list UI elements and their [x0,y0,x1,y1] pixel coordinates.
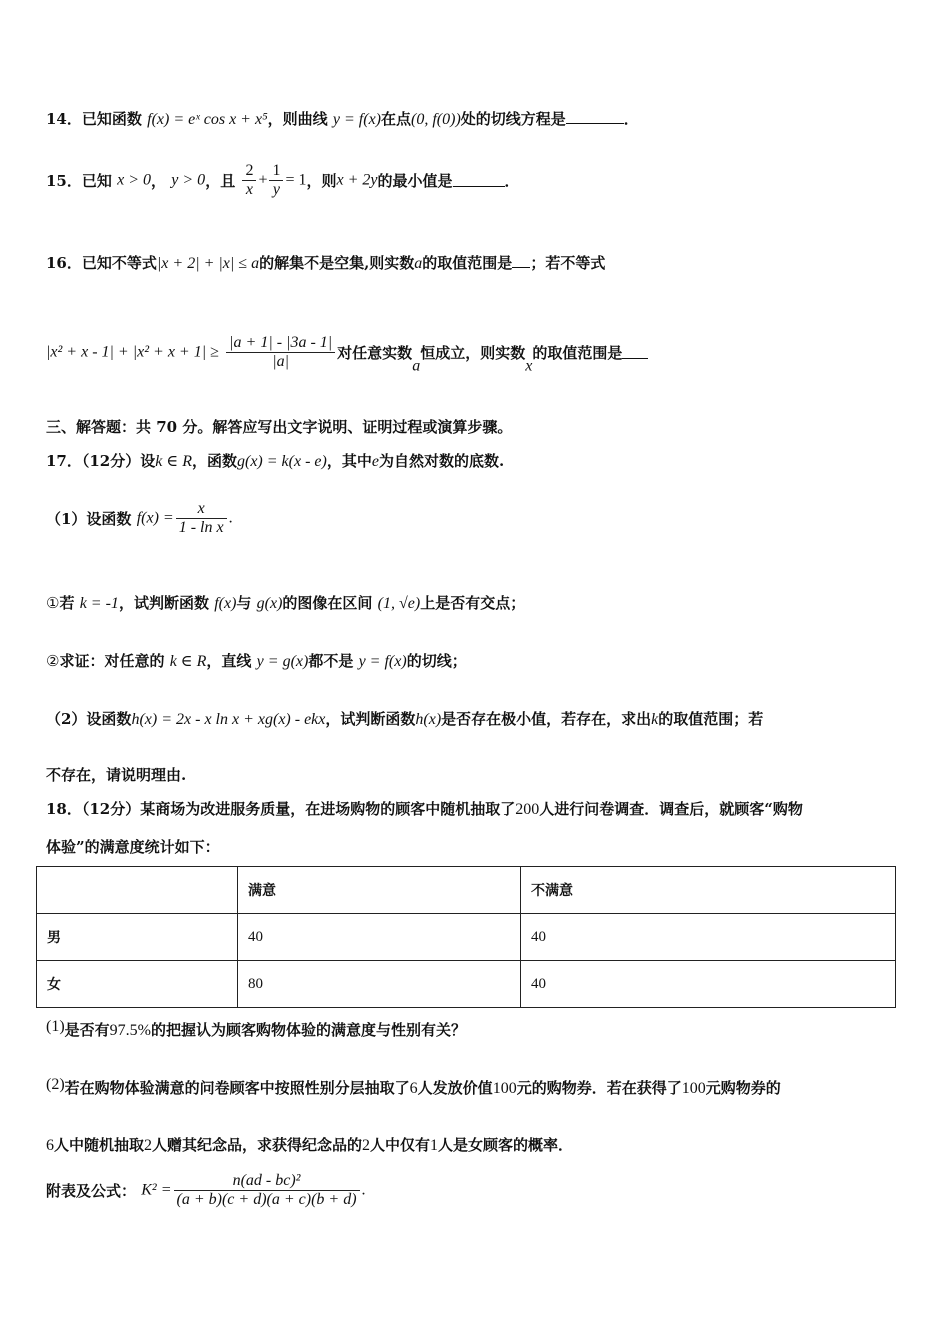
q17-interval: (1, √e) [377,595,421,612]
fraction-numerator: n(ad - bc)² [174,1172,360,1191]
q14-text-1: 已知函数 [81,110,142,128]
q18-sample-size: 200 [515,801,540,818]
q15-fraction-1 [242,162,256,199]
q14-text-4: 处的切线方程是 [460,110,566,128]
q17-gx: g(x) [256,595,283,612]
q17-s1-text-1: 若 [59,594,75,612]
q14-text-2: ，则曲线 [267,110,328,128]
q16-inequality: |x + 2| + |x| ≤ a [156,255,260,272]
q17-hx: h(x) [415,711,442,728]
q17-s2-text-2: ，直线 [206,652,252,670]
formula-lhs: K² = [141,1181,172,1199]
q17-p2-text-3: 的取值范围；若 [658,710,764,728]
q18-p2-text-3: 元的购物券．若在获得了 [516,1079,682,1097]
q18-part-1-label: (1) [46,1018,65,1035]
q15-text-5: 的最小值是 [377,172,453,190]
q17-g-formula: g(x) = k(x - e) [236,453,327,470]
question-16 [46,252,605,273]
q17-sub-1 [46,592,525,613]
q18-part-2-label: (2) [46,1076,65,1093]
table-cell: 女 [37,961,238,1008]
equals-one: = 1 [285,171,307,189]
q17-k: k [651,711,659,728]
q15-condition-x: x > 0 [117,171,152,189]
table-cell: 80 [238,961,521,1008]
section-header-3: 三、解答题：共 70 分。解答应写出文字说明、证明过程或演算步骤。 [46,418,513,436]
period: . [361,1181,366,1199]
q18-formula [46,1172,366,1209]
fraction-numerator: |a + 1| - |3a - 1| [226,334,335,353]
question-15 [46,162,520,199]
q17-curve-f: y = f(x) [358,653,407,670]
q17-s1-text-4: 的图像在区间 [282,594,373,612]
question-18 [46,798,803,819]
q18-number: 6 [409,1080,418,1097]
q17-k-domain: k ∈ R [155,453,192,470]
q17-part-2-label: （2）设函数 [46,710,132,728]
q18-p1-text-2: 的把握认为顾客购物体验的满意度与性别有关？ [151,1021,467,1039]
q16-var-x: x [525,357,533,375]
q14-text-5: ． [623,110,639,128]
q17-s2-text-4: 的切线； [406,652,467,670]
question-number: 14． [46,110,82,128]
q17-sub-2 [46,650,467,671]
circled-two: ② [46,652,60,670]
q17-fx: f(x) [214,595,237,612]
table-cell: 40 [238,914,521,961]
question-14 [46,108,639,129]
q14-function-formula: f(x) = eˣ cos x + x⁵ [147,111,268,128]
q18-part-2 [46,1076,781,1098]
q18-number: 6 [46,1137,54,1154]
q15-expression: x + 2y [336,171,378,189]
fraction-numerator: x [176,500,227,519]
q15-text-4: ，则 [306,172,337,190]
answer-blank [453,174,505,187]
q15-text-6: ． [504,172,520,190]
q18-p2b-text-1: 人中随机抽取 [54,1136,145,1154]
q17-p2-text-2: 是否存在极小值，若存在，求出 [441,710,652,728]
q18-p2-text-2: 人发放价值 [417,1079,493,1097]
table-header-cell [37,867,238,914]
q16-text-7: 的取值范围是 [532,344,623,362]
plus-sign: + [258,171,268,189]
q17-s1-text-5: 上是否有交点； [420,594,526,612]
q16-fraction [226,334,335,371]
q18-p2b-text-2: 人赠其纪念品，求获得纪念品的 [152,1136,363,1154]
fraction-denominator: (a + b)(c + d)(a + c)(b + d) [176,1191,357,1208]
q18-text-1: 18．（12分）某商场为改进服务质量，在进场购物的顾客中随机抽取了 [46,800,516,818]
q18-p1-text-1: 是否有 [64,1021,110,1039]
chi-square-fraction [174,1172,360,1209]
q15-text-1: 已知 [81,172,112,190]
q17-h-formula: h(x) = 2x - x ln x + xg(x) - ekx [131,711,326,728]
q17-s1-text-2: ，试判断函数 [118,594,209,612]
q17-part-1 [46,500,233,537]
q18-p2b-text-3: 人中仅有 [370,1136,431,1154]
question-16-line-2 [46,334,648,376]
q15-fraction-2 [269,162,283,199]
q17-s2-text-1: 求证：对任意的 [59,652,165,670]
question-number: 15． [46,172,82,190]
q18-text-2: 人进行问卷调查．调查后，就顾客“购物 [539,800,803,818]
circled-one: ① [46,594,60,612]
q17-line-g: y = g(x) [256,653,309,670]
q14-text-3: 在点 [381,110,412,128]
fraction-numerator: 2 [242,162,256,181]
q16-text-5: 对任意实数 [337,344,413,362]
q15-condition-y: y > 0 [171,171,206,189]
q17-k-domain-2: k ∈ R [169,653,207,670]
q18-part-2-line-2 [46,1134,573,1155]
fraction-denominator: x [245,181,253,198]
q17-k-value: k = -1 [79,595,119,612]
q18-p2-text-1: 若在购物体验满意的问卷顾客中按照性别分层抽取了 [64,1079,410,1097]
q18-p2-text-4: 元购物券的 [705,1079,781,1097]
fraction-denominator: 1 - ln x [178,519,224,536]
table-header-cell: 不满意 [521,867,896,914]
q18-confidence: 97.5% [109,1022,151,1039]
q17-s2-text-3: 都不是 [308,652,354,670]
q16-text-4: ；若不等式 [530,254,606,272]
q17-f-fraction [176,500,227,537]
q16-text-2: 的解集不是空集,则实数 [259,254,415,272]
q14-curve-formula: y = f(x) [332,111,381,128]
q18-number: 1 [430,1137,439,1154]
q17-s1-text-3: 与 [236,594,252,612]
q16-text-1: 已知不等式 [81,254,157,272]
table-cell: 男 [37,914,238,961]
q18-part-1 [46,1018,466,1040]
answer-blank [622,346,648,359]
q17-text-1: ，函数 [191,452,237,470]
question-17 [46,450,504,471]
q17-f-lhs: f(x) = [136,509,174,527]
fraction-denominator: y [272,181,281,198]
table-cell: 40 [521,961,896,1008]
answer-blank [566,111,624,124]
q16-var-a: a [414,255,423,272]
period: . [228,509,233,527]
q17-p2-text-1: ，试判断函数 [325,710,416,728]
q17-part-2-line-2: 不存在，请说明理由. [46,766,187,784]
q15-text-2: ， [151,172,167,190]
answer-blank [512,255,530,268]
q18-number: 2 [362,1137,371,1154]
table-row [37,961,896,1008]
satisfaction-table [36,866,896,1008]
table-cell: 40 [521,914,896,961]
q16-var-a-2: a [412,357,421,375]
formula-label: 附表及公式： [46,1182,137,1200]
q18-line-2: 体验”的满意度统计如下： [46,838,220,856]
q16-text-6: 恒成立，则实数 [420,344,526,362]
q17-e-symbol: e [371,453,379,470]
q16-text-3: 的取值范围是 [422,254,513,272]
question-number: 16． [46,254,82,272]
q14-point: (0, f(0)) [411,111,461,128]
table-header-row [37,867,896,914]
q17-intro: 17．（12分）设 [46,452,156,470]
table-header-cell: 满意 [238,867,521,914]
q18-number: 2 [144,1137,153,1154]
q15-text-3: ，且 [205,172,236,190]
q17-part-1-label: （1）设函数 [46,510,132,528]
q16-lhs-expression: |x² + x - 1| + |x² + x + 1| ≥ [46,343,219,361]
q17-text-2: ，其中 [326,452,372,470]
q18-number: 100 [681,1080,706,1097]
table-row [37,914,896,961]
q17-part-2 [46,708,763,729]
q18-p2b-text-4: 人是女顾客的概率． [438,1136,574,1154]
fraction-denominator: |a| [272,353,290,370]
q18-number: 100 [492,1080,517,1097]
q17-text-3: 为自然对数的底数. [378,452,505,470]
fraction-numerator: 1 [269,162,283,181]
